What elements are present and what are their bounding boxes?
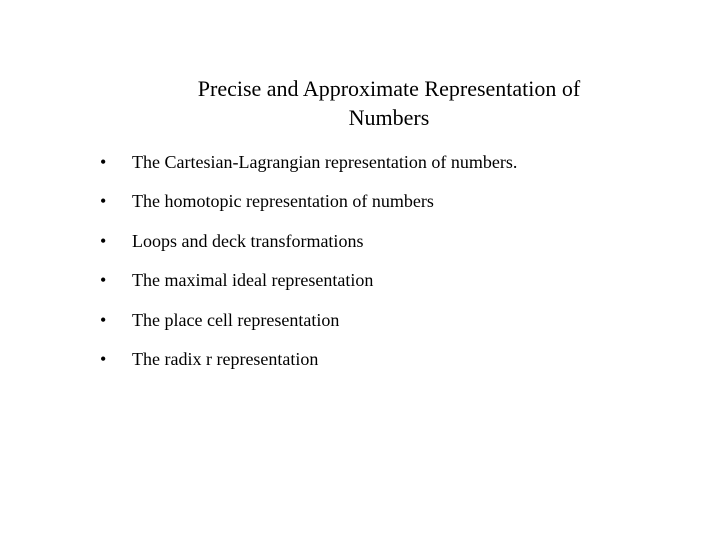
bullet-item-2	[96, 188, 696, 227]
bullet-icon: •	[100, 230, 107, 251]
bullet-text: Loops and deck transformations	[132, 230, 364, 251]
bullet-text: The homotopic representation of numbers	[132, 191, 434, 212]
bullet-text: The place cell representation	[132, 309, 340, 330]
bullet-icon: •	[100, 152, 107, 172]
bullet-icon: •	[100, 191, 107, 212]
bullet-list	[96, 149, 696, 385]
slide-title-line-2: Numbers	[348, 105, 430, 130]
bullet-item-4	[96, 267, 696, 306]
bullet-icon: •	[100, 348, 107, 369]
bullet-item-5	[96, 307, 696, 346]
slide-title	[100, 74, 678, 132]
bullet-text: The maximal ideal representation	[132, 270, 374, 291]
slide-title-line-1: Precise and Approximate Representation of	[197, 76, 581, 101]
bullet-text: The radix r representation	[132, 348, 319, 369]
bullet-item-6	[96, 346, 696, 385]
bullet-text: The Cartesian-Lagrangian representation of numbers.	[132, 152, 518, 172]
bullet-icon: •	[100, 309, 107, 330]
bullet-item-1	[96, 149, 696, 188]
bullet-item-3	[96, 228, 696, 267]
bullet-icon: •	[100, 270, 107, 291]
